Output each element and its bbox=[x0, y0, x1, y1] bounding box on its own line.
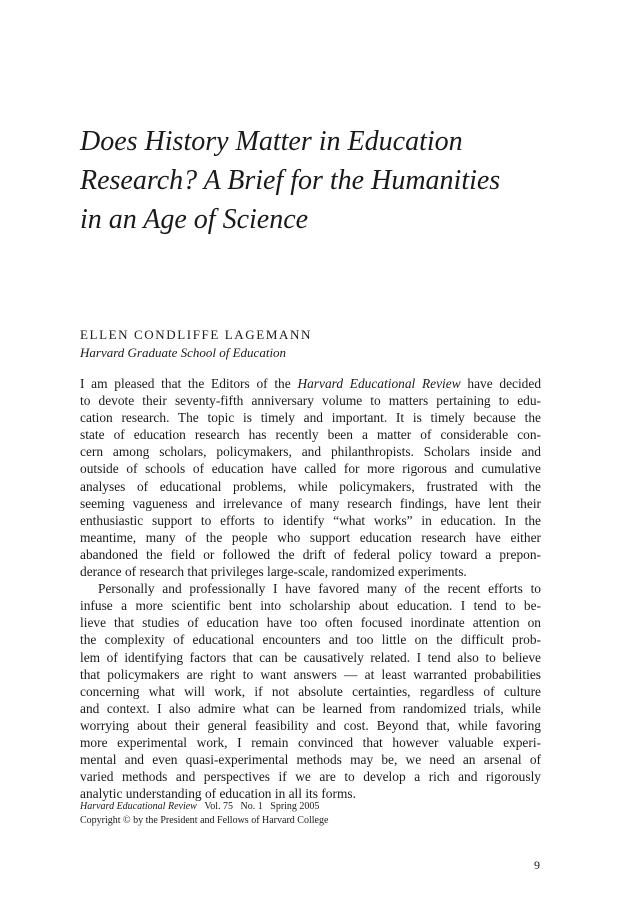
text-line: state of education research has recently been a matter of considerable con- bbox=[80, 427, 541, 443]
author-name: ELLEN CONDLIFFE LAGEMANN bbox=[80, 327, 312, 342]
text-line: lem of identifying factors that can be causatively related. I tend also to believe bbox=[80, 649, 541, 665]
text-line: more experimental work, I remain convinced that however valuable experi- bbox=[80, 734, 541, 750]
footer-copyright: Copyright © by the President and Fellows of Harvard College bbox=[80, 815, 329, 826]
text-run: have decided bbox=[460, 376, 542, 391]
text-line: lieve that studies of education have too often focused inordinate attention on bbox=[80, 615, 541, 631]
text-line: enthusiastic support to efforts to identify “what works” in education. In the bbox=[80, 512, 541, 528]
page-number: 9 bbox=[534, 858, 540, 872]
text-line: concerning what will work, if not absolute certainties, regardless of culture bbox=[80, 683, 541, 699]
author-affiliation: Harvard Graduate School of Education bbox=[80, 345, 287, 360]
article-title bbox=[80, 122, 550, 239]
text-line: mental and even quasi-experimental methods may be, we need an arsenal of bbox=[80, 752, 541, 768]
footer-issue: Vol. 75 No. 1 Spring 2005 bbox=[204, 801, 320, 812]
text-line: derance of research that privileges large-scale, randomized experiments. bbox=[80, 564, 467, 580]
text-line bbox=[80, 375, 541, 392]
text-line: cern among scholars, policymakers, and philanthropists. Scholars inside and bbox=[80, 444, 541, 460]
text-line: analytic understanding of education in all its forms. bbox=[80, 786, 356, 802]
text-line: abandoned the field or followed the drift of federal policy toward a prepon- bbox=[80, 546, 541, 562]
title-line: Does History Matter in Education bbox=[80, 126, 463, 157]
text-line: and context. I also admire what can be learned from randomized trials, while bbox=[80, 700, 541, 716]
text-line: the complexity of educational encounters and too little on the difficult prob- bbox=[80, 632, 541, 648]
paragraph-1 bbox=[80, 375, 541, 580]
text-line: outside of schools of education have called for more rigorous and cumulative bbox=[80, 461, 541, 477]
title-line: Research? A Brief for the Humanities bbox=[80, 165, 501, 196]
text-line: cation research. The topic is timely and important. It is timely because the bbox=[80, 410, 541, 426]
article-body bbox=[80, 375, 541, 802]
text-line: to devote their seventy-fifth anniversary volume to matters pertaining to edu- bbox=[80, 393, 541, 409]
title-line: in an Age of Science bbox=[80, 204, 309, 235]
footer-journal-name: Harvard Educational Review bbox=[80, 801, 197, 812]
page-footer bbox=[80, 800, 328, 828]
journal-name-inline: Harvard Educational Review bbox=[297, 376, 461, 391]
text-line: infuse a more scientific bent into scholarship about education. I tend to be- bbox=[80, 598, 541, 614]
text-run: I am pleased that the Editors of the bbox=[80, 376, 298, 391]
text-line: seeming vagueness and irrelevance of many research findings, have lent their bbox=[80, 495, 541, 511]
text-line: analyses of educational problems, while policymakers, frustrated with the bbox=[80, 478, 541, 494]
text-line: worrying about their general feasibility and cost. Beyond that, while favoring bbox=[80, 717, 541, 733]
paragraph-2 bbox=[80, 580, 541, 802]
text-line: Personally and professionally I have favored many of the recent efforts to bbox=[98, 581, 541, 597]
citation-line bbox=[80, 800, 328, 814]
text-line: that policymakers are right to want answers — at least warranted probabilities bbox=[80, 666, 541, 682]
text-line: varied methods and perspectives if we are to develop a rich and rigorously bbox=[80, 769, 541, 785]
text-line: meantime, many of the people who support education research have either bbox=[80, 529, 541, 545]
